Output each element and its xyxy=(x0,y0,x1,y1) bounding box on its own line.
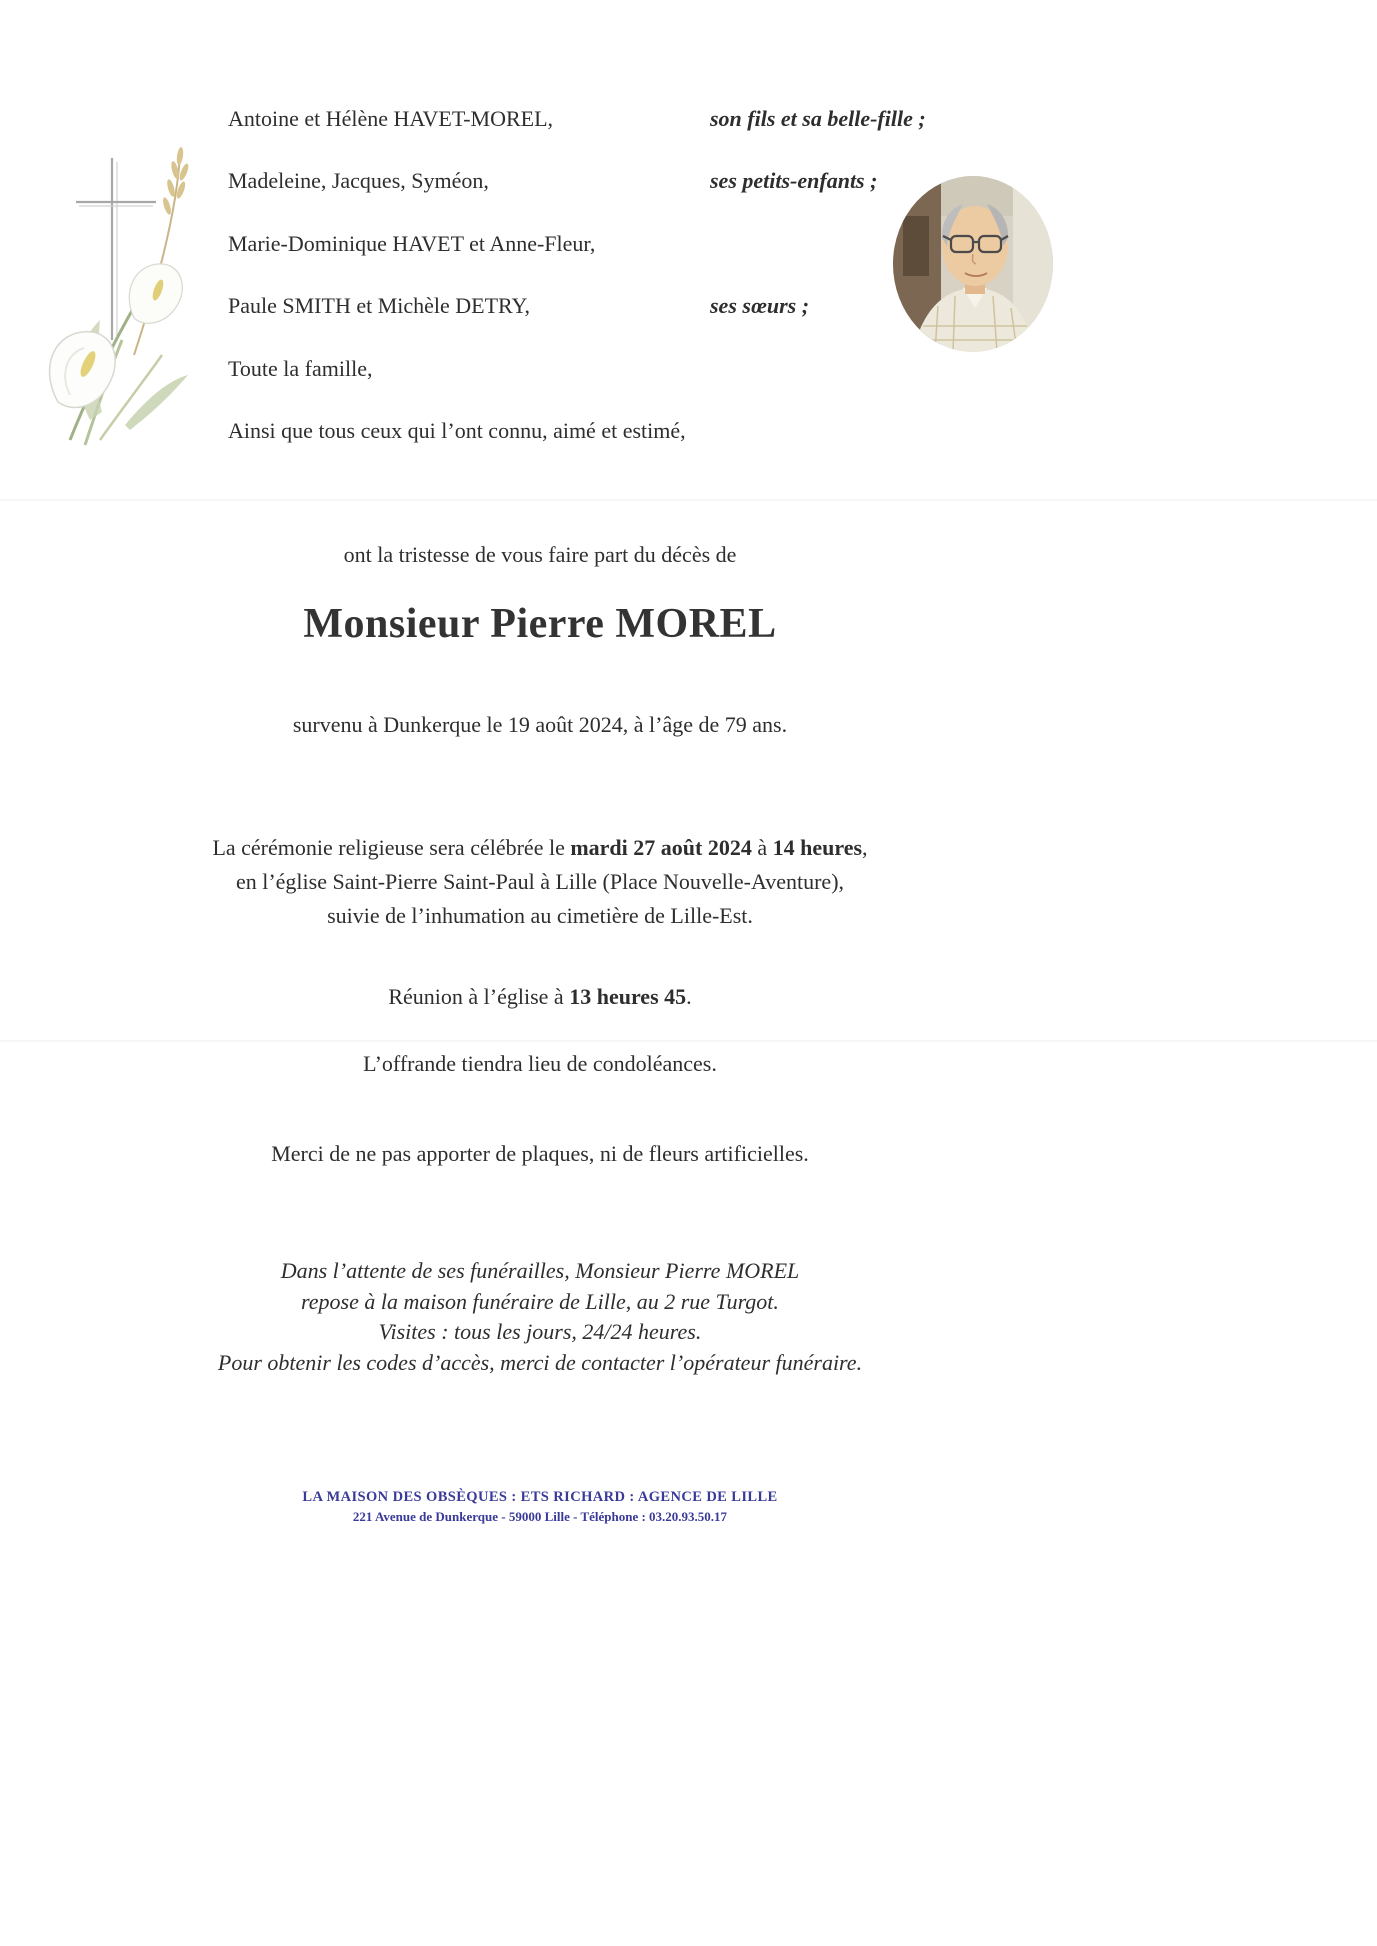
no-plaques-line: Merci de ne pas apporter de plaques, ni de fleurs artificielles. xyxy=(271,1141,809,1166)
family-names: Toute la famille, xyxy=(228,355,373,381)
family-names: Antoine et Hélène HAVET-MOREL, xyxy=(228,106,554,131)
vigil-line: repose à la maison funéraire de Lille, au 2 rue Turgot. xyxy=(301,1288,779,1314)
ceremony-text: La cérémonie religieuse sera célébrée le xyxy=(212,835,571,860)
offering-line: L’offrande tiendra lieu de condoléances. xyxy=(363,1051,717,1076)
vigil-line: Visites : tous les jours, 24/24 heures. xyxy=(378,1319,702,1344)
funeral-home-name: LA MAISON DES OBSÈQUES : ETS RICHARD : AGENCE DE LILLE xyxy=(302,1489,778,1505)
family-names: Madeleine, Jacques, Syméon, xyxy=(228,168,489,194)
scan-fold-line xyxy=(0,1040,1377,1042)
reunion-time: 13 heures 45 xyxy=(569,984,687,1009)
ceremony-line-2: en l’église Saint-Pierre Saint-Paul à Lille (Place Nouvelle-Aventure), xyxy=(235,869,845,894)
reunion-line xyxy=(0,984,1080,1010)
reunion-text: . xyxy=(686,984,692,1009)
ceremony-text: à xyxy=(751,835,773,860)
family-row xyxy=(228,106,1108,168)
vigil-line: Pour obtenir les codes d’accès, merci de contacter l’opérateur funéraire. xyxy=(217,1349,863,1375)
scan-fold-line xyxy=(0,499,1377,501)
family-row xyxy=(228,168,1108,230)
announcement-intro: ont la tristesse de vous faire part du décès de xyxy=(343,542,737,567)
family-names: Paule SMITH et Michèle DETRY, xyxy=(228,293,531,319)
ceremony-date: mardi 27 août 2024 xyxy=(570,835,752,860)
ceremony-details xyxy=(0,831,1080,933)
funeral-home-address: 221 Avenue de Dunkerque - 59000 Lille - Téléphone : 03.20.93.50.17 xyxy=(352,1509,728,1524)
family-list xyxy=(228,106,1108,480)
relationship-label: ses petits-enfants ; xyxy=(710,168,878,194)
family-row xyxy=(228,293,1108,355)
vigil-info xyxy=(0,1256,1080,1378)
deceased-name: Monsieur Pierre MOREL xyxy=(303,601,777,647)
ceremony-line-3: suivie de l’inhumation au cimetière de Lille-Est. xyxy=(327,903,753,928)
vigil-line: Dans l’attente de ses funérailles, Monsieur Pierre MOREL xyxy=(280,1258,800,1283)
relationship-label: son fils et sa belle-fille ; xyxy=(710,106,926,131)
cross-and-lilies-illustration xyxy=(30,140,245,455)
family-row xyxy=(228,356,1108,418)
ceremony-text: , xyxy=(862,835,868,860)
family-row xyxy=(228,418,1108,480)
cross-and-lilies-svg xyxy=(30,140,245,455)
family-names: Ainsi que tous ceux qui l’ont connu, aimé et estimé, xyxy=(228,417,686,443)
family-row xyxy=(228,231,1108,293)
ceremony-time: 14 heures xyxy=(772,835,863,860)
funeral-home-footer xyxy=(0,1489,1080,1525)
death-details: survenu à Dunkerque le 19 août 2024, à l’âge de 79 ans. xyxy=(292,712,788,737)
ceremony-line-1 xyxy=(0,831,1080,865)
reunion-text: Réunion à l’église à xyxy=(388,984,570,1009)
family-names: Marie-Dominique HAVET et Anne-Fleur, xyxy=(228,230,596,256)
relationship-label: ses sœurs ; xyxy=(710,293,810,319)
